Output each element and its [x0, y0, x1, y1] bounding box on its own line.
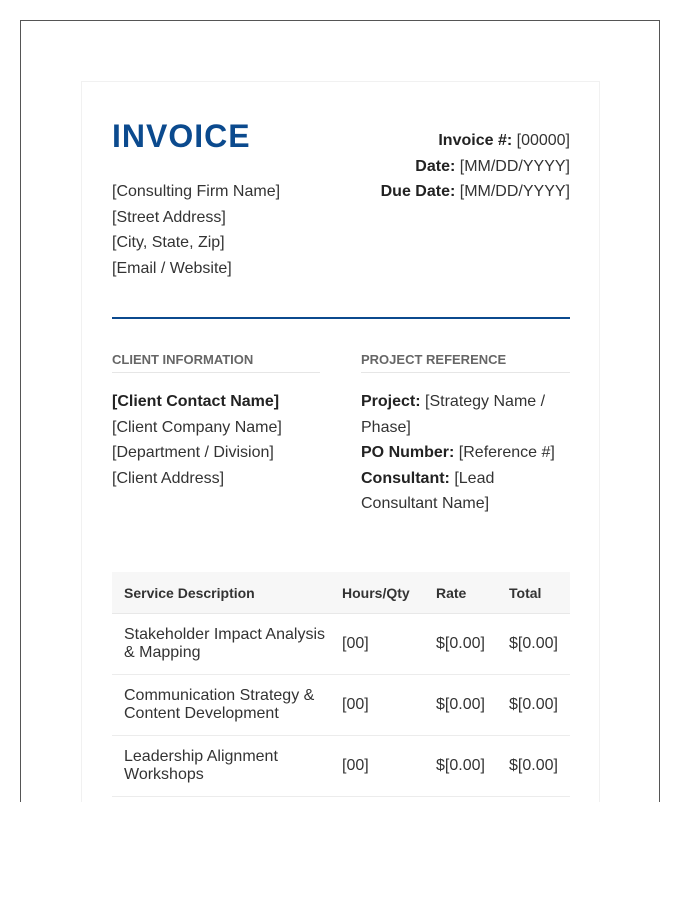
consultant-label: Consultant:: [361, 469, 450, 487]
row-description: Communication Strategy & Content Development: [112, 675, 330, 736]
client-information: [112, 352, 320, 491]
table-row: [112, 736, 570, 797]
project-line: [361, 389, 570, 440]
consultant-value: [Lead Consultant Name]: [361, 469, 495, 512]
row-qty: [00]: [330, 736, 424, 797]
invoice-date-label: Date:: [415, 157, 456, 175]
row-qty: [00]: [330, 614, 424, 675]
client-company: [Client Company Name]: [112, 418, 282, 436]
table-row: [112, 675, 570, 736]
invoice-due-label: Due Date:: [380, 183, 456, 200]
row-rate: $[0.00]: [424, 736, 497, 797]
table-header-row: [112, 572, 570, 614]
client-contact-name: [112, 389, 320, 415]
row-qty: [00]: [330, 675, 424, 736]
invoice-date-line: [381, 154, 570, 180]
firm-info: [112, 179, 280, 281]
firm-city: [City, State, Zip]: [112, 234, 225, 251]
project-value: [Strategy Name / Phase]: [361, 393, 546, 436]
project-lines: [361, 389, 570, 517]
row-rate: $[0.00]: [424, 614, 497, 675]
invoice-number-line: [381, 128, 570, 154]
client-contact-name-text: [Client Contact Name]: [112, 393, 280, 410]
firm-street: [Street Address]: [112, 208, 226, 226]
po-number-value: [Reference #]: [454, 444, 555, 461]
header-divider: [112, 317, 570, 319]
invoice-number-value: [00000]: [512, 132, 570, 149]
po-number-label: PO Number:: [361, 444, 455, 461]
invoice-meta: [381, 128, 570, 205]
firm-contact: [Email / Website]: [112, 259, 232, 277]
row-total: $[0.00]: [497, 736, 570, 797]
client-lines: [112, 389, 320, 491]
invoice-due-line: [381, 179, 570, 205]
row-description: Stakeholder Impact Analysis & Mapping: [112, 614, 330, 675]
client-heading: CLIENT INFORMATION: [112, 352, 320, 373]
services-table: [112, 572, 570, 797]
header-hours-qty: Hours/Qty: [330, 572, 424, 614]
project-heading: PROJECT REFERENCE: [361, 352, 570, 373]
table-row: [112, 614, 570, 675]
invoice-number-label: Invoice #:: [438, 132, 513, 149]
firm-name: [Consulting Firm Name]: [112, 183, 281, 200]
header-service-description: Service Description: [112, 572, 330, 614]
project-label: Project:: [361, 393, 421, 410]
consultant-line: [361, 466, 570, 517]
invoice-due-value: [MM/DD/YYYY]: [455, 183, 570, 200]
invoice-title: INVOICE: [112, 118, 251, 154]
row-total: $[0.00]: [497, 675, 570, 736]
project-reference: [361, 352, 570, 517]
client-department: [Department / Division]: [112, 444, 274, 461]
client-address: [Client Address]: [112, 469, 225, 487]
header-total: Total: [497, 572, 570, 614]
po-number-line: [361, 440, 570, 466]
header-rate: Rate: [424, 572, 497, 614]
row-description: Leadership Alignment Workshops: [112, 736, 330, 797]
row-rate: $[0.00]: [424, 675, 497, 736]
invoice-date-value: [MM/DD/YYYY]: [455, 157, 570, 175]
row-total: $[0.00]: [497, 614, 570, 675]
